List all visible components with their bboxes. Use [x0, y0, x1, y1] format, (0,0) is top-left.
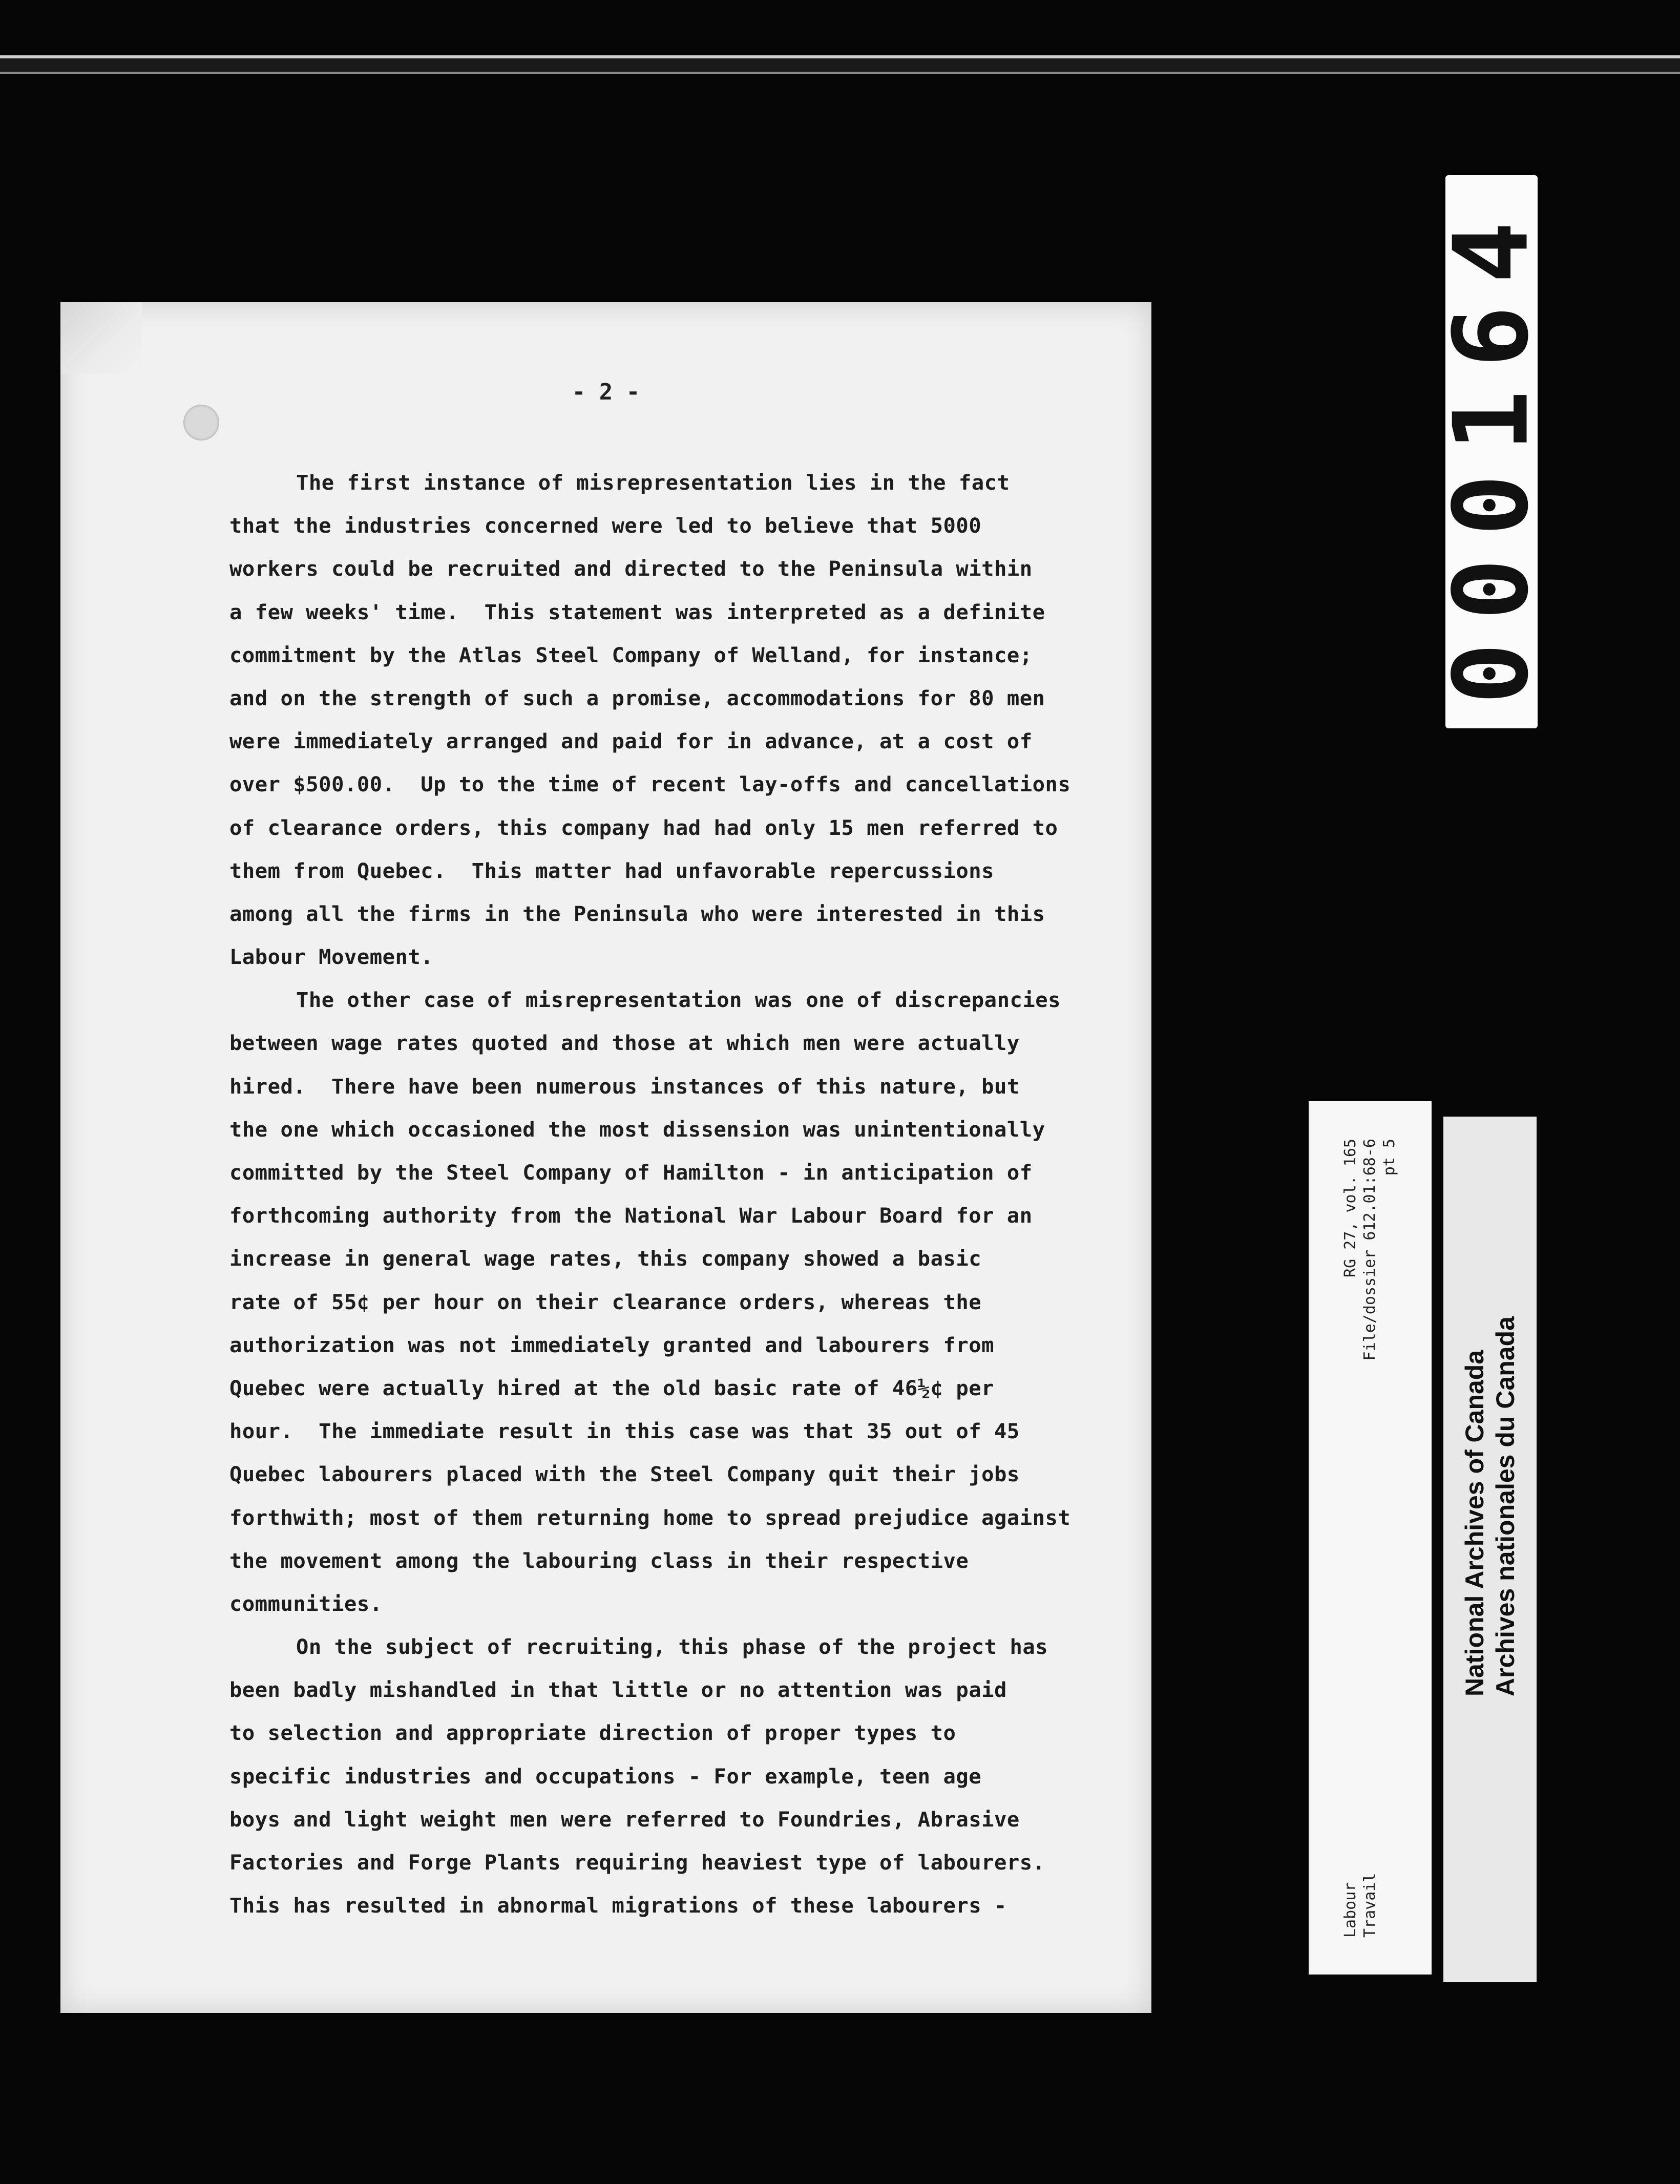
text-line: communities.	[229, 1591, 383, 1616]
text-line: them from Quebec. This matter had unfavorable repercussions	[229, 858, 994, 883]
archives-name-en: National Archives of Canada	[1460, 1350, 1489, 1696]
text-line: Quebec labourers placed with the Steel Company quit their jobs	[229, 1462, 1020, 1487]
archives-card	[1443, 1117, 1537, 1982]
punch-hole	[183, 405, 219, 440]
text-line: commitment by the Atlas Steel Company of Welland, for instance;	[229, 642, 1033, 667]
ref-file-dossier: File/dossier 612.01:68-6	[1361, 1138, 1379, 1360]
text-line: committed by the Steel Company of Hamilton - in anticipation of	[229, 1160, 1033, 1185]
text-line: the movement among the labouring class in their respective	[229, 1548, 969, 1573]
text-line: were immediately arranged and paid for in advance, at a cost of	[229, 729, 1033, 754]
archives-text	[1459, 1316, 1521, 1696]
text-line: rate of 55¢ per hour on their clearance orders, whereas the	[229, 1289, 982, 1314]
page-number: - 2 -	[572, 379, 640, 405]
ref-part: pt 5	[1380, 1138, 1398, 1175]
text-line: between wage rates quoted and those at which men were actually	[229, 1031, 1020, 1056]
ref-label-travail: Travail	[1361, 1873, 1379, 1938]
frame-number-label	[1432, 175, 1551, 728]
text-line: On the subject of recruiting, this phase of the project has	[296, 1634, 1048, 1660]
film-strip-edge	[0, 55, 1680, 74]
text-line: increase in general wage rates, this company showed a basic	[229, 1246, 982, 1271]
folded-corner	[60, 302, 142, 374]
text-line: a few weeks' time. This statement was interpreted as a definite	[229, 599, 1045, 624]
text-line: among all the firms in the Peninsula who were interested in this	[229, 901, 1045, 926]
text-line: Quebec were actually hired at the old basic rate of 46½¢ per	[229, 1375, 994, 1400]
reference-text	[1341, 1139, 1399, 1938]
frame-number: 000164	[1432, 199, 1551, 705]
archives-name-fr: Archives nationales du Canada	[1491, 1316, 1520, 1696]
text-line: The other case of misrepresentation was one of discrepancies	[296, 988, 1061, 1013]
ref-rg-volume: RG 27, vol. 165	[1341, 1138, 1359, 1277]
text-line: forthcoming authority from the National War Labour Board for an	[229, 1203, 1033, 1228]
text-line: specific industries and occupations - For example, teen age	[229, 1763, 982, 1789]
typed-text-body	[229, 461, 1167, 1927]
text-line: This has resulted in abnormal migrations of these labourers -	[229, 1893, 1007, 1918]
text-line: the one which occasioned the most dissension was unintentionally	[229, 1117, 1045, 1142]
text-line: boys and light weight men were referred to Foundries, Abrasive	[229, 1807, 1020, 1832]
text-line: forthwith; most of them returning home to spread prejudice against	[229, 1505, 1071, 1530]
text-line: been badly mishandled in that little or no attention was paid	[229, 1677, 1007, 1703]
document-page	[60, 302, 1151, 2013]
text-line: hour. The immediate result in this case was that 35 out of 45	[229, 1419, 1020, 1444]
text-line: to selection and appropriate direction of proper types to	[229, 1720, 956, 1746]
reference-card	[1309, 1101, 1432, 1975]
text-line: that the industries concerned were led to believe that 5000	[229, 513, 982, 538]
text-line: Labour Movement.	[229, 944, 434, 970]
text-line: over $500.00. Up to the time of recent lay-offs and cancellations	[229, 772, 1071, 797]
text-line: workers could be recruited and directed to the Peninsula within	[229, 556, 1033, 581]
text-line: Factories and Forge Plants requiring heaviest type of labourers.	[229, 1850, 1045, 1875]
text-line: and on the strength of such a promise, accommodations for 80 men	[229, 685, 1045, 710]
ref-label-labour: Labour	[1341, 1882, 1359, 1938]
text-line: of clearance orders, this company had had only 15 men referred to	[229, 815, 1058, 840]
text-line: The first instance of misrepresentation lies in the fact	[296, 470, 1010, 495]
text-line: hired. There have been numerous instances of this nature, but	[229, 1074, 1020, 1099]
text-line: authorization was not immediately granted and labourers from	[229, 1332, 994, 1357]
